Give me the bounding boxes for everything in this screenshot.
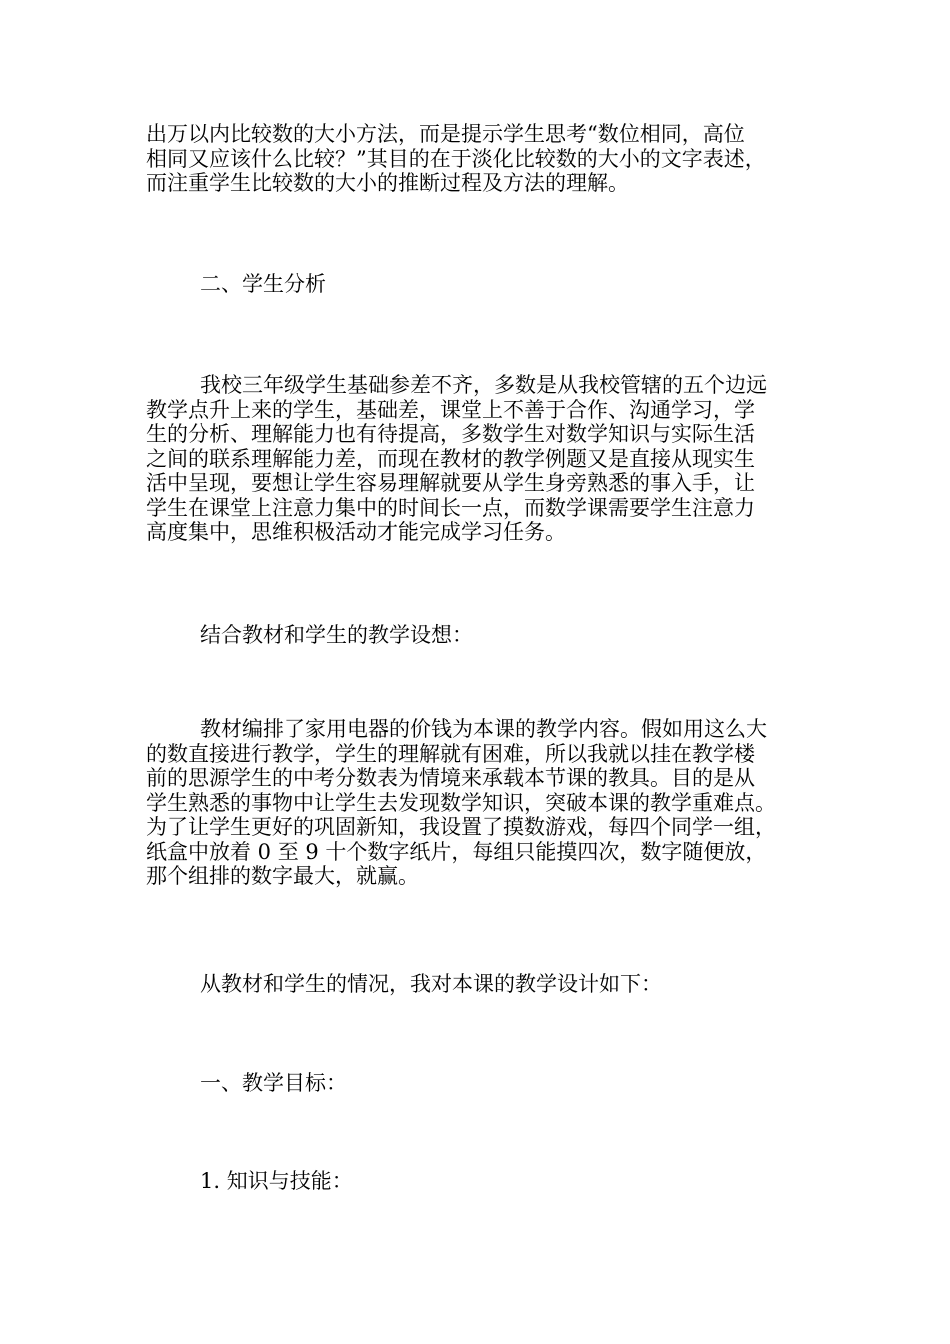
text-line: 的数直接进行教学，学生的理解就有困难，所以我就以挂在教学楼 <box>146 741 755 766</box>
text-line: 学生熟悉的事物中让学生去发现数学知识，突破本课的教学重难点。 <box>146 790 776 815</box>
text-line: 为了让学生更好的巩固新知，我设置了摸数游戏，每四个同学一组， <box>146 815 776 839</box>
heading-teaching-goals <box>146 1071 806 1096</box>
text-line: 教学点升上来的学生，基础差，课堂上不善于合作、沟通学习，学 <box>146 397 755 422</box>
text-line: 之间的联系理解能力差，而现在教材的教学例题又是直接从现实生 <box>146 446 755 471</box>
text-line: 那个组排的数字最大，就赢。 <box>146 864 419 888</box>
text-line: 而注重学生比较数的大小的推断过程及方法的理解。 <box>146 171 629 195</box>
text-line: 出万以内比较数的大小方法，而是提示学生思考“数位相同，高位 <box>146 122 745 146</box>
text-line: 学生在课堂上注意力集中的时间长一点，而数学课需要学生注意力 <box>146 495 755 520</box>
heading-text: 结合教材和学生的教学设想： <box>200 623 473 647</box>
paragraph-design-intro <box>146 972 806 997</box>
text-line: 活中呈现，要想让学生容易理解就要从学生身旁熟悉的事入手，让 <box>146 471 755 495</box>
heading-teaching-idea <box>146 623 806 648</box>
text-line: 纸盒中放着 0 至 9 十个数字纸片，每组只能摸四次，数字随便放， <box>146 839 767 864</box>
text-line: 我校三年级学生基础参差不齐，多数是从我校管辖的五个边远 <box>200 373 767 397</box>
heading-text: 1. 知识与技能： <box>200 1169 353 1193</box>
text-line: 生的分析、理解能力也有待提高，多数学生对数学知识与实际生活 <box>146 422 755 446</box>
paragraph-student-analysis <box>146 373 806 545</box>
text-line: 教材编排了家用电器的价钱为本课的教学内容。假如用这么大 <box>200 717 767 741</box>
heading-text: 二、学生分析 <box>200 272 326 296</box>
paragraph-teaching-idea <box>146 717 806 889</box>
text-line: 从教材和学生的情况，我对本课的教学设计如下： <box>200 972 662 996</box>
paragraph-intro-continuation <box>146 122 806 196</box>
text-line: 相同又应该什么比较？”其目的在于淡化比较数的大小的文字表述， <box>146 146 766 171</box>
text-line: 高度集中，思维积极活动才能完成学习任务。 <box>146 520 566 544</box>
heading-knowledge-skills <box>146 1169 806 1194</box>
heading-student-analysis <box>146 272 806 297</box>
heading-text: 一、教学目标： <box>200 1071 347 1095</box>
text-line: 前的思源学生的中考分数表为情境来承载本节课的教具。目的是从 <box>146 766 755 790</box>
